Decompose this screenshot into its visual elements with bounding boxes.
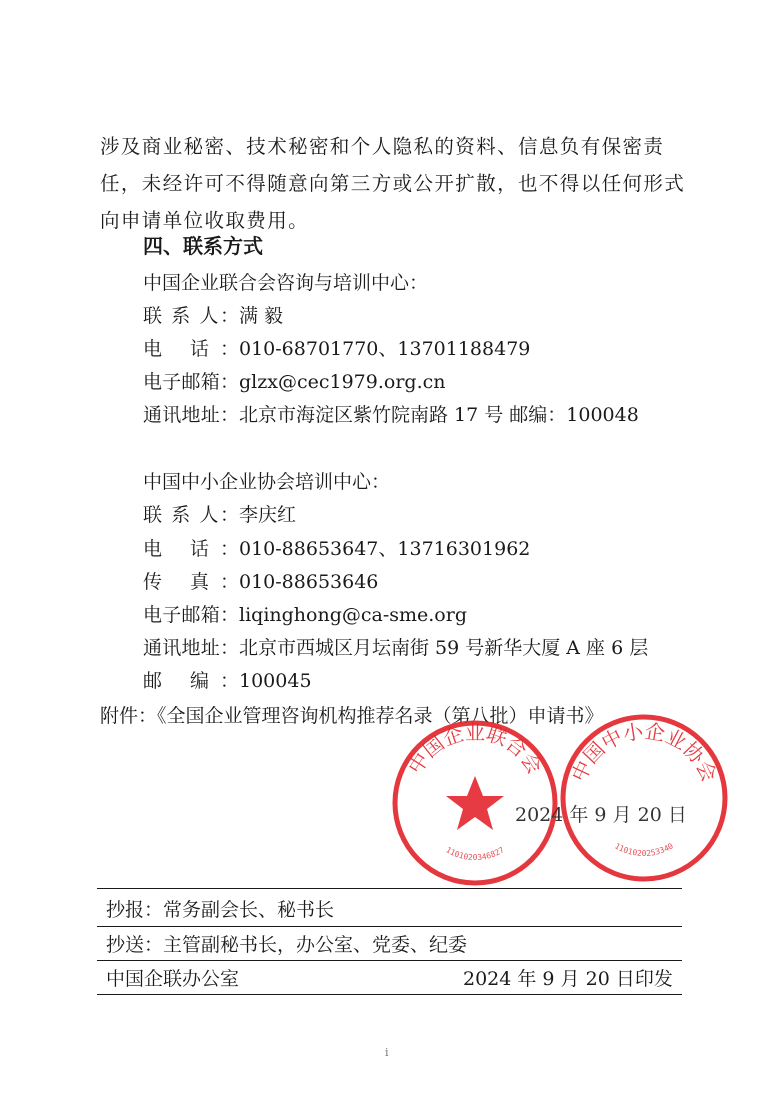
contact1-address-label: 通讯地址：	[143, 404, 239, 426]
footer-mid-rule	[97, 926, 682, 927]
contact2-email-label: 电子邮箱：	[143, 604, 239, 626]
contact2-email-value[interactable]: liqinghong@ca-sme.org	[239, 604, 467, 626]
contact2-fax-row	[143, 569, 378, 595]
contact2-phone-label: 电 话：	[143, 538, 239, 560]
contact2-address-value: 北京市西城区月坛南街 59 号新华大厦 A 座 6 层	[239, 637, 649, 659]
contact1-email-value[interactable]: glzx@cec1979.org.cn	[239, 371, 446, 393]
contact2-phone-value: 010-88653647、13716301962	[239, 538, 531, 560]
contact1-address-row	[143, 402, 639, 428]
contact2-address-label: 通讯地址：	[143, 637, 239, 659]
contact2-address-row	[143, 635, 648, 661]
issuer: 中国企联办公室	[106, 968, 240, 990]
contact1-person-label: 联 系 人：	[143, 305, 239, 327]
seal-1-code: 1101020346827	[444, 845, 506, 863]
seal-star-icon	[446, 776, 504, 830]
contact2-fax-value: 010-88653646	[239, 571, 379, 593]
contact2-person-row	[143, 502, 296, 528]
contact2-person-value: 李庆红	[239, 504, 297, 526]
contact1-phone-row	[143, 336, 530, 362]
contact2-fax-label: 传 真：	[143, 571, 239, 593]
page-mark: i	[385, 1046, 389, 1059]
signature-date: 2024 年 9 月 20 日	[515, 804, 687, 826]
contact2-postcode-value: 100045	[239, 670, 312, 692]
seal-2-name: 中国中小企业协会	[566, 718, 722, 786]
contact1-person-value: 满 毅	[239, 305, 284, 327]
footer-bottom-rule	[97, 994, 682, 995]
contact1-phone-label: 电 话：	[143, 338, 239, 360]
footer-mid-rule-2	[97, 960, 682, 961]
seal-2-code: 1101020253340	[613, 841, 675, 859]
footer-top-rule	[97, 888, 682, 889]
contact2-email-row	[143, 602, 467, 628]
contact1-email-row	[143, 369, 446, 395]
contact2-phone-row	[143, 536, 530, 562]
contact1-email-label: 电子邮箱：	[143, 371, 239, 393]
intro-paragraph: 涉及商业秘密、技术秘密和个人隐私的资料、信息负有保密责任，未经许可不得随意向第三方或公开扩散，也不得以任何形式向申请单位收取费用。	[100, 135, 686, 232]
contact1-address-value: 北京市海淀区紫竹院南路 17 号 邮编：100048	[239, 404, 639, 426]
print-date: 2024 年 9 月 20 日印发	[463, 968, 673, 990]
cc-report: 抄报：常务副会长、秘书长	[106, 899, 335, 921]
contact2-person-label: 联 系 人：	[143, 504, 239, 526]
contact2-org: 中国中小企业协会培训中心：	[143, 471, 391, 493]
cc-send: 抄送：主管副秘书长，办公室、党委、纪委	[106, 934, 468, 956]
contact1-person-row	[143, 303, 283, 329]
section-heading: 四、联系方式	[143, 234, 263, 258]
seal-1-name: 中国企业联合会	[403, 720, 547, 779]
contact2-postcode-row	[143, 668, 312, 694]
contact2-postcode-label: 邮 编：	[143, 670, 239, 692]
attachment-line: 附件：《全国企业管理咨询机构推荐名录（第八批）申请书》	[100, 705, 604, 727]
contact1-org: 中国企业联合会咨询与培训中心：	[143, 272, 429, 294]
seal-stamp-2	[558, 712, 730, 884]
contact1-phone-value: 010-68701770、13701188479	[239, 338, 531, 360]
